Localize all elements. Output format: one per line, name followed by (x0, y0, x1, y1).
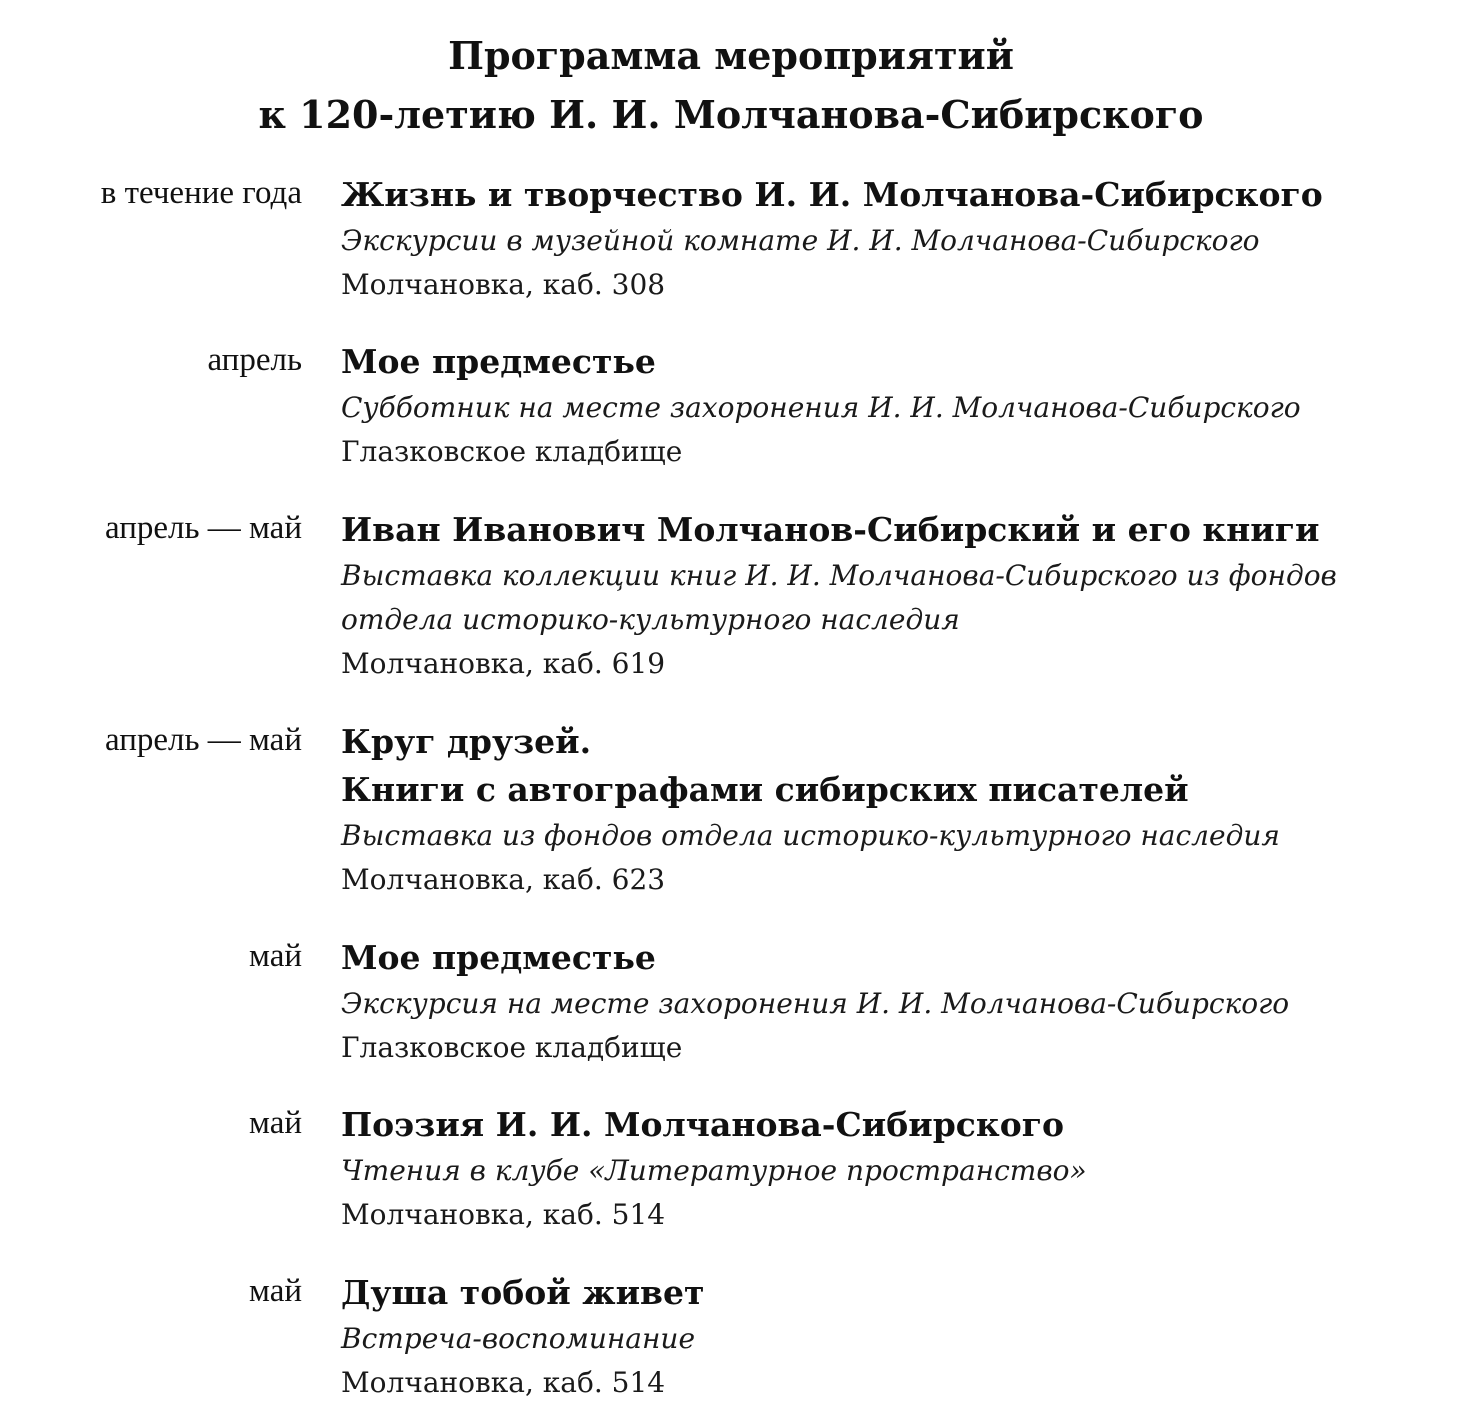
event-body (341, 1101, 1451, 1237)
page-header (0, 26, 1462, 144)
event-title: Мое предместье (341, 938, 656, 977)
event-body (341, 934, 1451, 1070)
event-body (341, 171, 1451, 307)
event-place: Молчановка, каб. 514 (341, 1198, 666, 1231)
event-description: Экскурсии в музейной комнате И. И. Молчанова-Сибирского (341, 224, 1260, 257)
event-body (341, 506, 1451, 686)
event-place: Молчановка, каб. 619 (341, 647, 666, 680)
event-description: Субботник на месте захоронения И. И. Молчанова-Сибирского (341, 391, 1301, 424)
event-title: Книги с автографами сибирских писателей (341, 770, 1189, 809)
event-title: Поэзия И. И. Молчанова-Сибирского (341, 1105, 1064, 1144)
event-description: Выставка из фондов отдела историко-культурного наследия (341, 819, 1280, 852)
page-title-line-1: Программа мероприятий (448, 33, 1014, 78)
event-date: май (249, 938, 302, 974)
event-description: Экскурсия на месте захоронения И. И. Молчанова-Сибирского (341, 987, 1290, 1020)
event-description: Встреча-воспоминание (341, 1322, 696, 1355)
event-description: Выставка коллекции книг И. И. Молчанова-Сибирского из фондов (341, 559, 1337, 592)
event-title: Мое предместье (341, 342, 656, 381)
event-title: Жизнь и творчество И. И. Молчанова-Сибирского (341, 175, 1323, 214)
event-place: Молчановка, каб. 514 (341, 1366, 666, 1399)
event-date: в течение года (100, 175, 302, 211)
event-title: Круг друзей. (341, 722, 592, 761)
event-date: апрель (207, 342, 302, 378)
event-place: Глазковское кладбище (341, 1031, 683, 1064)
event-place: Молчановка, каб. 623 (341, 863, 666, 896)
event-body (341, 338, 1451, 474)
event-place: Молчановка, каб. 308 (341, 268, 666, 301)
event-date: май (249, 1105, 302, 1141)
event-place: Глазковское кладбище (341, 435, 683, 468)
event-description: Чтения в клубе «Литературное пространство» (341, 1154, 1087, 1187)
event-title: Иван Иванович Молчанов-Сибирский и его книги (341, 510, 1320, 549)
event-title: Душа тобой живет (341, 1273, 705, 1312)
event-date: май (249, 1273, 302, 1309)
page-title-line-2: к 120-летию И. И. Молчанова-Сибирского (258, 92, 1204, 137)
event-date: апрель — май (104, 510, 302, 546)
event-date: апрель — май (104, 722, 302, 758)
event-body (341, 718, 1451, 902)
event-body (341, 1269, 1451, 1405)
event-description: отдела историко-культурного наследия (341, 603, 960, 636)
